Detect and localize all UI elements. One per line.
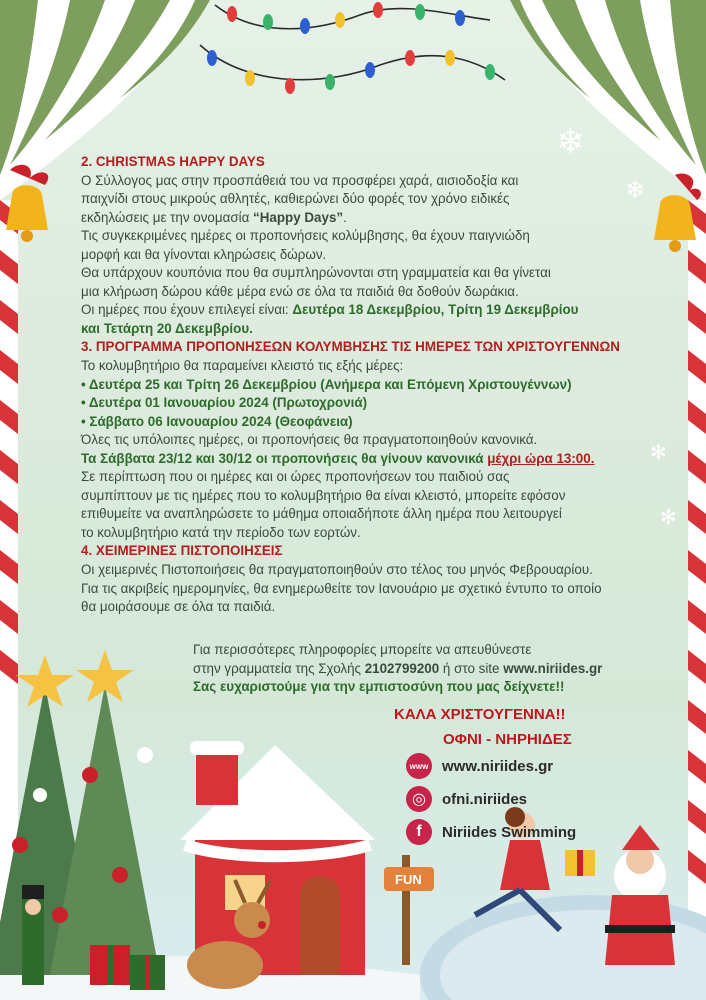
paragraph-line: Σε περίπτωση που οι ημέρες και οι ώρες προπονήσεων του παιδιού σας <box>81 469 510 485</box>
instagram-icon: ◎ <box>406 786 432 812</box>
paragraph-line: παιχνίδι στους μικρούς αθλητές, καθιερώνει δύο φορές τον χρόνο ειδικές <box>81 191 510 207</box>
paragraph-line: Θα υπάρχουν κουπόνια που θα συμπληρώνονται στη γραμματεία και θα γίνεται <box>81 265 551 281</box>
greeting-merry-christmas: ΚΑΛΑ ΧΡΙΣΤΟΥΓΕΝΝΑ!! <box>394 706 566 723</box>
snowflake-icon: ✻ <box>660 507 677 529</box>
left-bell-icon <box>0 160 62 250</box>
social-website[interactable] <box>406 753 553 779</box>
site-link[interactable]: www.niriides.gr <box>503 660 603 676</box>
paragraph-line <box>81 301 681 320</box>
sign-text: FUN <box>395 872 422 887</box>
saturdays-note <box>81 450 681 469</box>
facebook-icon: f <box>406 819 432 845</box>
text-span: στην γραμματεία της Σχολής <box>193 660 365 676</box>
closed-day-item: • Σάββατο 06 Ιανουαρίου 2024 (Θεοφάνεια) <box>81 413 353 429</box>
paragraph-line: επιθυμείτε να αναπληρώσετε το μάθημα οποιαδήποτε άλλη ημέρα που λειτουργεί <box>81 506 562 522</box>
selected-days-cont: και Τετάρτη 20 Δεκεμβρίου. <box>81 320 253 336</box>
selected-days: Δευτέρα 18 Δεκεμβρίου, Τρίτη 19 Δεκεμβρίου <box>292 302 579 318</box>
christmas-scene <box>0 645 706 1000</box>
text-span: εκδηλώσεις με την ονομασία <box>81 209 254 225</box>
closed-day-item: • Δευτέρα 01 Ιανουαρίου 2024 (Πρωτοχρονιά) <box>81 395 368 411</box>
section-heading-happy-days: 2. CHRISTMAS HAPPY DAYS <box>81 154 265 169</box>
social-label[interactable]: www.niriides.gr <box>442 757 554 775</box>
text-span: . <box>343 209 347 225</box>
social-facebook[interactable] <box>406 819 576 845</box>
info-line: Για περισσότερες πληροφορίες μπορείτε να απευθύνεστε <box>193 642 532 657</box>
paragraph-line: το κολυμβητήριο κατά την περίοδο των εορτών. <box>81 524 361 540</box>
text-span: Οι ημέρες που έχουν επιλεγεί είναι: <box>81 302 293 318</box>
contact-info <box>193 641 663 697</box>
paragraph-line: θα μοιράσουμε σε όλα τα παιδιά. <box>81 599 276 615</box>
social-label[interactable]: Niriides Swimming <box>442 823 577 841</box>
paragraph-line: συμπίπτουν με τις ημέρες που το κολυμβητήριο θα είναι κλειστό, μπορείτε εφόσον <box>81 487 566 503</box>
greeting-club-name: ΟΦΝΙ - ΝΗΡΗΙΔΕΣ <box>443 731 572 748</box>
text-span: Τα Σάββατα 23/12 και 30/12 οι προπονήσεις θα γίνουν κανονικά <box>81 450 488 466</box>
closed-day-item: • Δευτέρα 25 και Τρίτη 26 Δεκεμβρίου (Ανήμερα και Επόμενη Χριστουγέννων) <box>81 376 572 392</box>
thanks-line: Σας ευχαριστούμε για την εμπιστοσύνη που μας δείχνετε!! <box>193 679 565 695</box>
paragraph-line: Το κολυμβητήριο θα παραμείνει κλειστό τις εξής μέρες: <box>81 358 404 374</box>
globe-icon: www <box>406 753 432 779</box>
happy-days-name: “Happy Days” <box>253 209 344 225</box>
social-instagram[interactable] <box>406 786 527 812</box>
text-span: ή στο site <box>439 660 504 676</box>
section-heading-schedule: 3. ΠΡΟΓΡΑΜΜΑ ΠΡΟΠΟΝΗΣΕΩΝ ΚΟΛΥΜΒΗΣΗΣ ΤΙΣ ΗΜΕΡΕΣ ΤΩΝ ΧΡΙΣΤΟΥΓΕΝΝΩΝ <box>81 339 620 355</box>
paragraph-line <box>81 209 681 228</box>
snowflake-icon: ✻ <box>650 442 667 464</box>
paragraph-line: μια κλήρωση δώρου κάθε μέρα ενώ σε όλα τα παιδιά θα δοθούν δωράκια. <box>81 283 519 299</box>
info-line <box>193 660 663 679</box>
paragraph-line: Για τις ακριβείς ημερομηνίες, θα ενημερωθείτε τον Ιανουάριο με σχετικό έντυπο το οποίο <box>81 580 602 596</box>
paragraph-line: Ο Σύλλογος μας στην προσπάθειά του να προσφέρει χαρά, αισιοδοξία και <box>81 172 519 188</box>
snowflake-icon: ❄ <box>556 123 585 161</box>
paragraph-line: Τις συγκεκριμένες ημέρες οι προπονήσεις κολύμβησης, θα έχουν παιγνιώδη <box>81 228 530 244</box>
saturdays-time: μέχρι ώρα 13:00. <box>487 450 595 466</box>
paragraph-line: Όλες τις υπόλοιπες ημέρες, οι προπονήσεις θα πραγματοποιηθούν κανονικά. <box>81 432 538 448</box>
main-content <box>81 153 681 617</box>
phone-number: 2102799200 <box>364 660 440 676</box>
social-label[interactable]: ofni.niriides <box>442 790 528 808</box>
paragraph-line: Οι χειμερινές Πιστοποιήσεις θα πραγματοποιηθούν στο τέλος του μηνός Φεβρουαρίου. <box>81 562 593 578</box>
section-heading-certifications: 4. ΧΕΙΜΕΡΙΝΕΣ ΠΙΣΤΟΠΟΙΗΣΕΙΣ <box>81 543 283 559</box>
paragraph-line: μορφή και θα γίνονται κληρώσεις δώρων. <box>81 246 327 262</box>
snowflake-icon: ❄ <box>625 177 646 204</box>
